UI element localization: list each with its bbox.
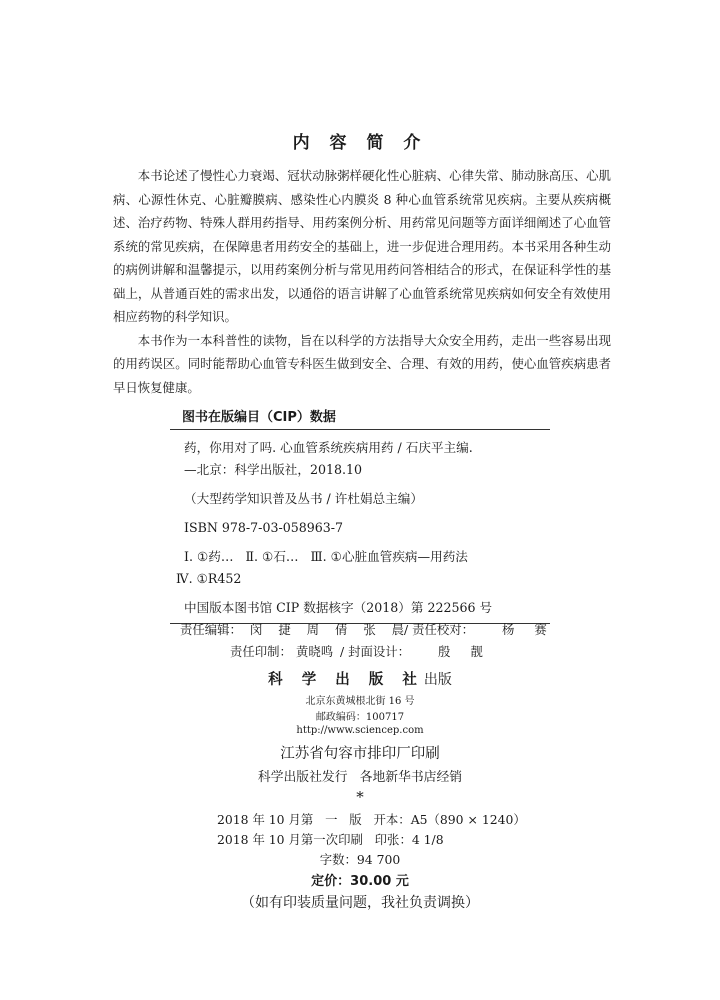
cip-block	[170, 406, 550, 624]
cover-designer-label: / 封面设计：	[340, 644, 411, 659]
separator-star: *	[356, 788, 364, 806]
print-manager-name: 黄晓鸣	[296, 644, 334, 659]
cover-designer-name: 殷 靓	[438, 644, 491, 659]
editor-label: 责任编辑：	[180, 622, 242, 637]
cip-publisher-line: —北京：科学出版社，2018.10	[184, 462, 363, 477]
proofreader-label: / 责任校对：	[404, 622, 475, 637]
proofreader-name: 杨 赛	[502, 622, 555, 637]
printer-line: 江苏省句容市排印厂印刷	[280, 746, 440, 762]
price-line: 定价：30.00 元	[311, 874, 409, 889]
intro-paragraph-1: 本书论述了慢性心力衰竭、冠状动脉粥样硬化性心脏病、心律失常、肺动脉高压、心肌病、心源性休克、心脏瓣膜病、感染性心内膜炎 8 种心血管系统常见疾病。主要从疾病概述、治疗药物、特殊人群用药指导、用药案例分析、用药常见问题等方面详细阐述了心血管系统的常见疾病，在保障患者用药安全的基础上，进一步促进合理用药。本书采用各种生动的病例讲解和温馨提示，以用药案例分析与常见用药问答相结合的形式，在保证科学性的基础上，从普通百姓的需求出发，以通俗的语言讲解了心血管系统常见疾病如何安全有效使用相应药物的科学知识。	[113, 168, 611, 324]
publisher-line	[0, 668, 720, 689]
publisher-address: 北京东黄城根北街 16 号	[305, 696, 415, 707]
intro-paragraph-2: 本书作为一本科普性的读物，旨在以科学的方法指导大众安全用药，走出一些容易出现的用药误区。同时能帮助心血管专科医生做到安全、合理、有效的用药，使心血管疾病患者早日恢复健康。	[113, 332, 611, 395]
cip-title-line: 药，你用对了吗. 心血管系统疾病用药 / 石庆平主编.	[184, 440, 473, 455]
publisher-suffix: 出版	[423, 672, 452, 688]
cip-classification-line: Ⅳ. ①R452	[176, 571, 242, 586]
word-count: 字数：94 700	[319, 852, 401, 867]
publisher-postcode: 邮政编码：100717	[315, 712, 405, 723]
cip-isbn-line: ISBN 978-7-03-058963-7	[184, 520, 344, 535]
distribution-line: 科学出版社发行 各地新华书店经销	[257, 770, 463, 785]
edition-line-1: 2018 年 10 月第 一 版 开本：A5（890 × 1240）	[217, 812, 526, 827]
print-manager-label: 责任印制：	[230, 644, 292, 659]
intro-section	[113, 164, 611, 399]
publisher-name: 科 学 出 版 社	[268, 671, 424, 688]
page-title: 内 容 简 介	[292, 133, 428, 153]
publisher-url: http://www.sciencep.com	[296, 725, 424, 736]
quality-note: （如有印装质量问题，我社负责调换）	[241, 895, 479, 911]
cip-series-line: （大型药学知识普及丛书 / 许杜娟总主编）	[184, 491, 423, 506]
cip-subject-line: Ⅰ. ①药… Ⅱ. ①石… Ⅲ. ①心脏血管疾病—用药法	[184, 549, 468, 564]
cip-heading: 图书在版编目（CIP）数据	[170, 406, 550, 430]
cip-record-line: 中国版本图书馆 CIP 数据核字（2018）第 222566 号	[184, 600, 493, 615]
editor-names: 闵 捷 周 倩 张 晨	[250, 622, 411, 637]
edition-line-2: 2018 年 10 月第一次印刷 印张：4 1/8	[217, 832, 444, 847]
